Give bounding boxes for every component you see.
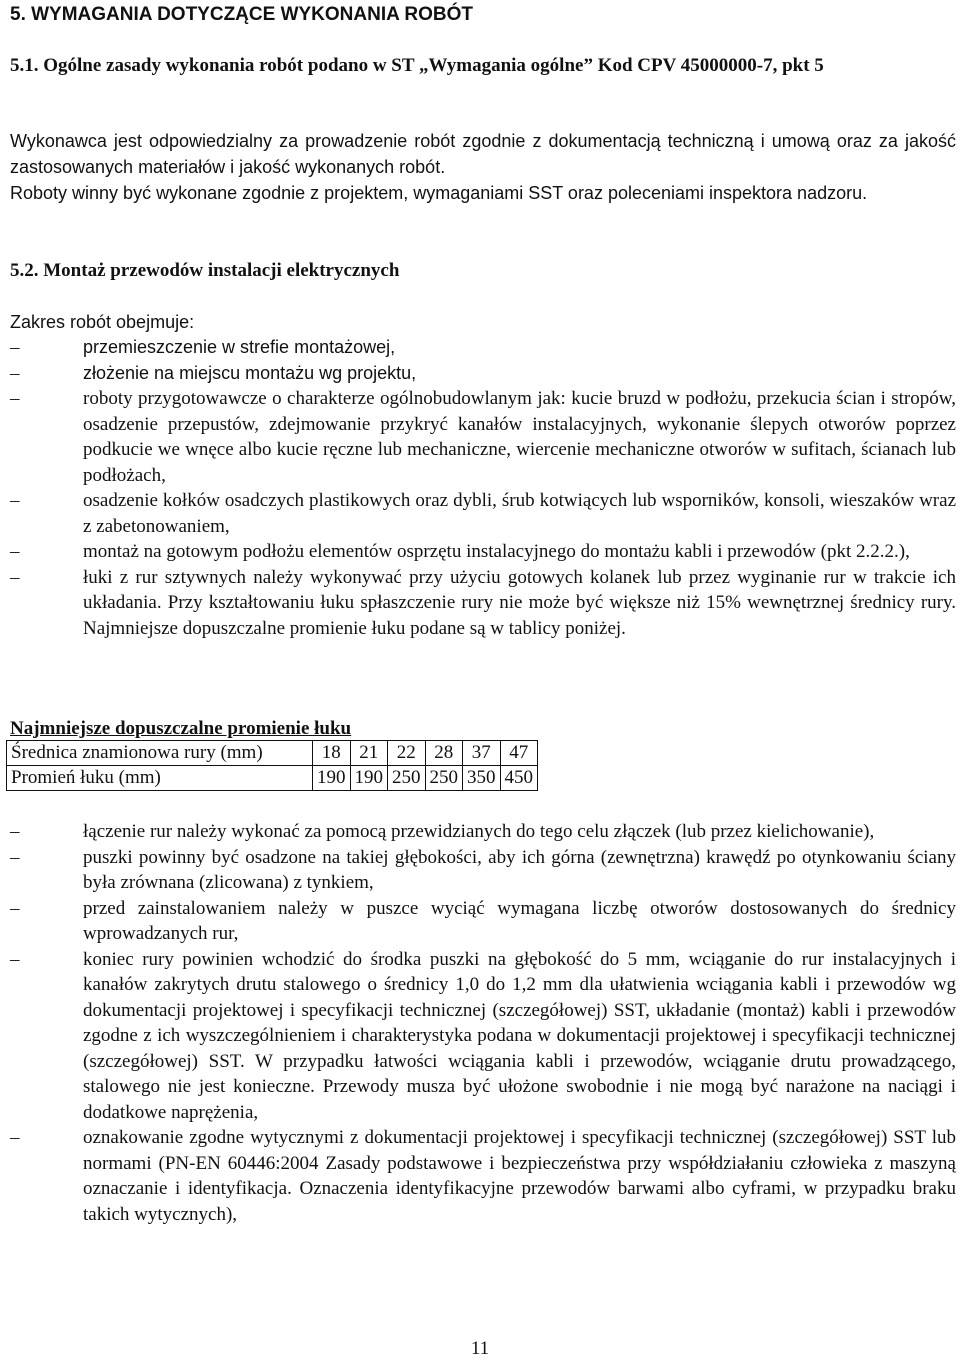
- scope-list: [10, 335, 956, 641]
- dash-bullet: –: [10, 897, 20, 919]
- table-cell: 47: [500, 741, 538, 766]
- list-item-text: osadzenie kołków osadczych plastikowych oraz dybli, śrub kotwiących lub wsporników, konsoli, wieszaków wraz z zabetonowaniem,: [83, 490, 956, 537]
- installation-list: [10, 819, 956, 1227]
- list-item-text: łączenie rur należy wykonać za pomocą przewidzianych do tego celu złączek (lub przez kielichowanie),: [83, 821, 875, 842]
- table-cell: 190: [350, 766, 388, 791]
- table-row: [7, 766, 538, 791]
- table-cell: 250: [425, 766, 463, 791]
- page-number: 11: [470, 1338, 490, 1359]
- table-cell: 22: [388, 741, 426, 766]
- dash-bullet: –: [10, 1127, 20, 1148]
- list-item-text: przemieszczenie w strefie montażowej,: [83, 337, 396, 357]
- table-row-label: Promień łuku (mm): [7, 766, 313, 791]
- dash-bullet: –: [10, 362, 20, 384]
- list-item: [10, 947, 956, 1126]
- list-item: [10, 845, 956, 896]
- dash-bullet: –: [10, 388, 20, 409]
- subsection-5-1-title: 5.1. Ogólne zasady wykonania robót podano w ST „Wymagania ogólne” Kod CPV 45000000-7, pkt 5: [10, 55, 824, 76]
- dash-bullet: –: [10, 846, 20, 868]
- list-item-text: roboty przygotowawcze o charakterze ogólnobudowlanym jak: kucie bruzd w podłożu, przekucia ścian i stropów, osadzenie przepustów, zdejmowanie przykryć kanałów instalacyjnych, wykonanie ślepych otworów poprzez podkucie we wnęce albo kucie ręczne lub mechaniczne, wiercenie mechaniczne otworów w sufitach, ścianach lub podłożach,: [83, 388, 956, 486]
- scope-intro: Zakres robót obejmuje:: [10, 312, 195, 332]
- list-item-text: oznakowanie zgodne wytycznymi z dokumentacji projektowej i specyfikacji technicznej (szczegółowej) SST lub normami (PN-EN 60446:2004 Zasady podstawowe i bezpieczeństwa przy współdziałaniu człowieka z maszyną oznaczanie i identyfikacja. Oznaczenia identyfikacyjne przewodów barwami albo cyframi, w przypadku braku takich wytycznych),: [83, 1127, 956, 1225]
- paragraph-works-compliance: Roboty winny być wykonane zgodnie z projektem, wymaganiami SST oraz poleceniami inspektora nadzoru.: [10, 183, 868, 203]
- table-cell: 21: [350, 741, 388, 766]
- table-cell: 350: [463, 766, 501, 791]
- list-item-text: puszki powinny być osadzone na takiej głębokości, aby ich górna (zewnętrzna) krawędź po otynkowaniu ściany była zrównana (zlicowana) z tynkiem,: [83, 846, 956, 893]
- dash-bullet: –: [10, 337, 20, 358]
- paragraph-contractor-responsibility: Wykonawca jest odpowiedzialny za prowadzenie robót zgodnie z dokumentacją techniczną i umową oraz za jakość zastosowanych materiałów i jakość wykonanych robót.: [10, 131, 956, 177]
- dash-bullet: –: [10, 948, 20, 970]
- list-item: [10, 361, 956, 387]
- table-cell: 18: [313, 741, 351, 766]
- list-item: [10, 488, 956, 539]
- list-item: [10, 1125, 956, 1227]
- table-row: [7, 741, 538, 766]
- dash-bullet: –: [10, 541, 20, 562]
- list-item: [10, 386, 956, 488]
- subsection-5-2-title: 5.2. Montaż przewodów instalacji elektrycznych: [10, 260, 400, 281]
- table-cell: 190: [313, 766, 351, 791]
- list-item: [10, 539, 956, 565]
- list-item: [10, 819, 956, 845]
- list-item-text: łuki z rur sztywnych należy wykonywać przy użyciu gotowych kolanek lub przez wyginanie rur w trakcie ich układania. Przy kształtowaniu łuku spłaszczenie rury nie może być większe niż 15% wewnętrznej średnicy rury. Najmniejsze dopuszczalne promienie łuku podane są w tablicy poniżej.: [83, 566, 956, 639]
- list-item-text: złożenie na miejscu montażu wg projektu,: [83, 362, 417, 383]
- list-item-text: przed zainstalowaniem należy w puszce wyciąć wymagana liczbę otworów dostosowanych do średnicy wprowadzanych rur,: [83, 897, 956, 944]
- list-item: [10, 335, 956, 361]
- dash-bullet: –: [10, 821, 20, 842]
- list-item: [10, 896, 956, 947]
- bend-radius-table: [6, 740, 538, 791]
- table-cell: 250: [388, 766, 426, 791]
- table-cell: 28: [425, 741, 463, 766]
- list-item-text: koniec rury powinien wchodzić do środka puszki na głębokość do 5 mm, wciąganie do rur instalacyjnych i kanałów zakrytych drutu stalowego o średnicy 1,0 do 1,2 mm dla ułatwienia wciągania kabli i przewodów wg dokumentacji projektowej i specyfikacji technicznej (szczegółowej) SST, układanie (montaż) kabli i przewodów zgodne z ich wyszczególnieniem i charakterystyka podana w dokumentacji projektowej i specyfikacji technicznej (szczegółowej) SST. W przypadku łatwości wciągania kabli i przewodów, wciąganie drutu prowadzącego, stalowego nie jest konieczne. Przewody musza być ułożone swobodnie i nie mogą być narażone na naciągi i dodatkowe naprężenia,: [83, 948, 956, 1123]
- table-row-label: Średnica znamionowa rury (mm): [7, 741, 313, 766]
- table-caption: Najmniejsze dopuszczalne promienie łuku: [10, 718, 352, 739]
- table-cell: 450: [500, 766, 538, 791]
- section-heading: 5. WYMAGANIA DOTYCZĄCE WYKONANIA ROBÓT: [10, 4, 474, 25]
- list-item: [10, 565, 956, 642]
- dash-bullet: –: [10, 490, 20, 511]
- dash-bullet: –: [10, 566, 20, 588]
- list-item-text: montaż na gotowym podłożu elementów osprzętu instalacyjnego do montażu kabli i przewodów (pkt 2.2.2.),: [83, 541, 910, 562]
- table-cell: 37: [463, 741, 501, 766]
